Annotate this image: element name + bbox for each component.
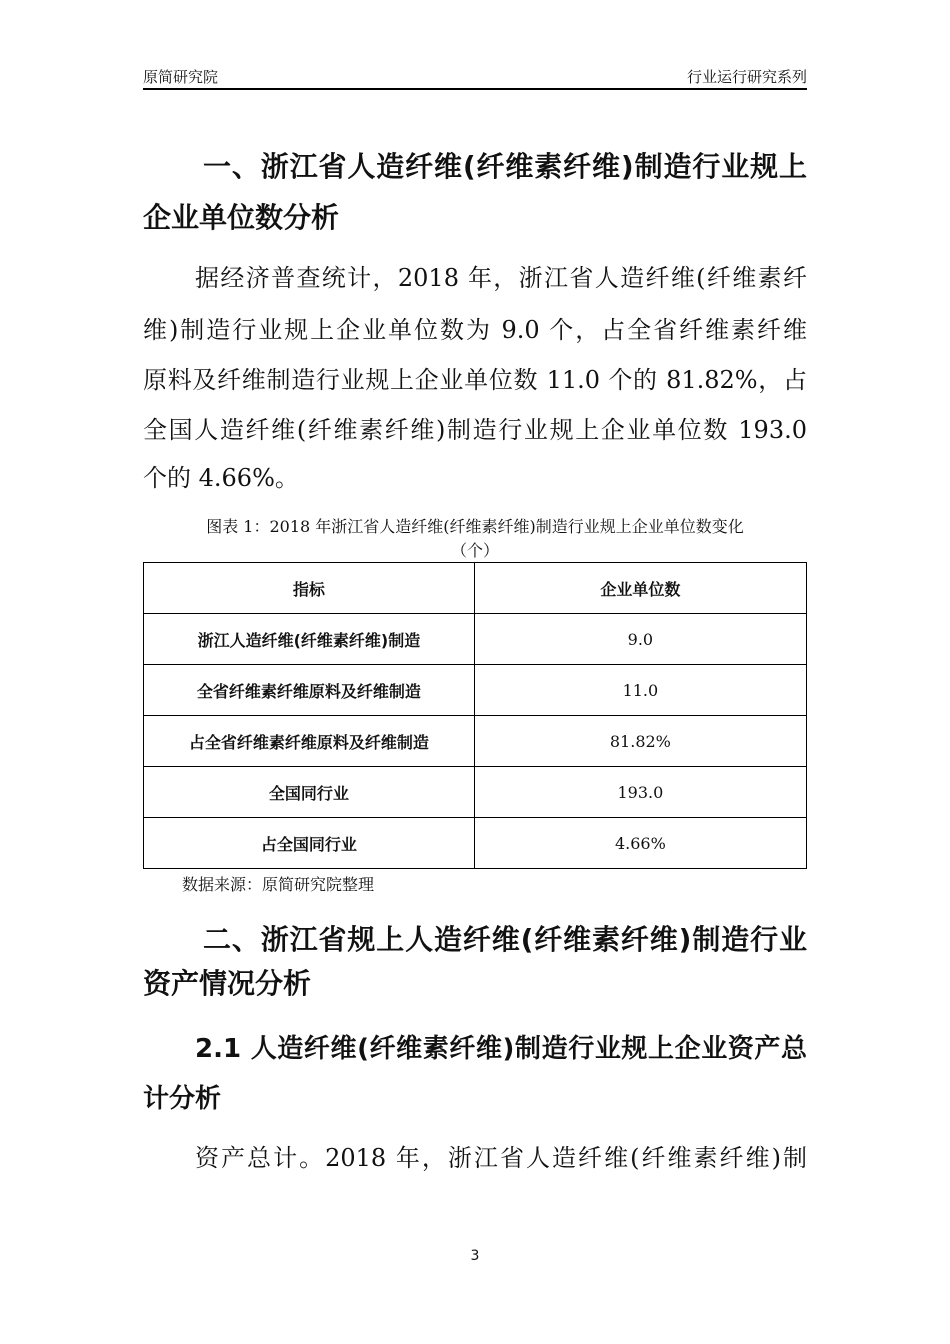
row-label: 全国同行业 (144, 767, 475, 818)
data-source: 数据来源：原简研究院整理 (182, 875, 375, 894)
data-table (143, 562, 807, 869)
table-caption-unit: （个） (450, 541, 499, 560)
paragraph-line: 原料及纤维制造行业规上企业单位数 11.0 个的 81.82%，占 (143, 366, 807, 394)
paragraph-line: 维)制造行业规上企业单位数为 9.0 个，占全省纤维素纤维 (143, 316, 807, 344)
table-header-row (144, 563, 807, 614)
row-label: 浙江人造纤维(纤维素纤维)制造 (144, 614, 475, 665)
header-left: 原简研究院 (143, 68, 219, 86)
subsection-title: 2.1 人造纤维(纤维素纤维)制造行业规上企业资产总 (195, 1034, 807, 1064)
section1-title: 企业单位数分析 (143, 201, 340, 234)
table-row (144, 614, 807, 665)
table-row (144, 818, 807, 869)
header-right: 行业运行研究系列 (686, 68, 807, 86)
paragraph-line: 全国人造纤维(纤维素纤维)制造行业规上企业单位数 193.0 (143, 416, 807, 444)
section2-title: 二、浙江省规上人造纤维(纤维素纤维)制造行业 (203, 923, 807, 956)
section1-title: 一、浙江省人造纤维(纤维素纤维)制造行业规上 (203, 150, 807, 183)
header-cell: 企业单位数 (474, 563, 806, 614)
section2-title: 资产情况分析 (143, 967, 312, 1000)
paragraph-line: 资产总计。2018 年，浙江省人造纤维(纤维素纤维)制 (195, 1144, 807, 1172)
row-label: 占全国同行业 (144, 818, 475, 869)
row-value: 193.0 (474, 767, 806, 818)
paragraph-line: 个的 4.66%。 (143, 464, 299, 492)
row-value: 11.0 (474, 665, 806, 716)
row-value: 9.0 (474, 614, 806, 665)
row-value: 4.66% (474, 818, 806, 869)
header-rule (143, 88, 807, 90)
header-cell: 指标 (144, 563, 475, 614)
table-row (144, 716, 807, 767)
paragraph-line: 据经济普查统计，2018 年，浙江省人造纤维(纤维素纤 (195, 264, 807, 292)
table-caption: 图表 1：2018 年浙江省人造纤维(纤维素纤维)制造行业规上企业单位数变化 (206, 517, 744, 536)
row-label: 全省纤维素纤维原料及纤维制造 (144, 665, 475, 716)
row-label: 占全省纤维素纤维原料及纤维制造 (144, 716, 475, 767)
table-row (144, 767, 807, 818)
row-value: 81.82% (474, 716, 806, 767)
page-number: 3 (470, 1248, 480, 1264)
table-row (144, 665, 807, 716)
subsection-title: 计分析 (143, 1084, 222, 1114)
